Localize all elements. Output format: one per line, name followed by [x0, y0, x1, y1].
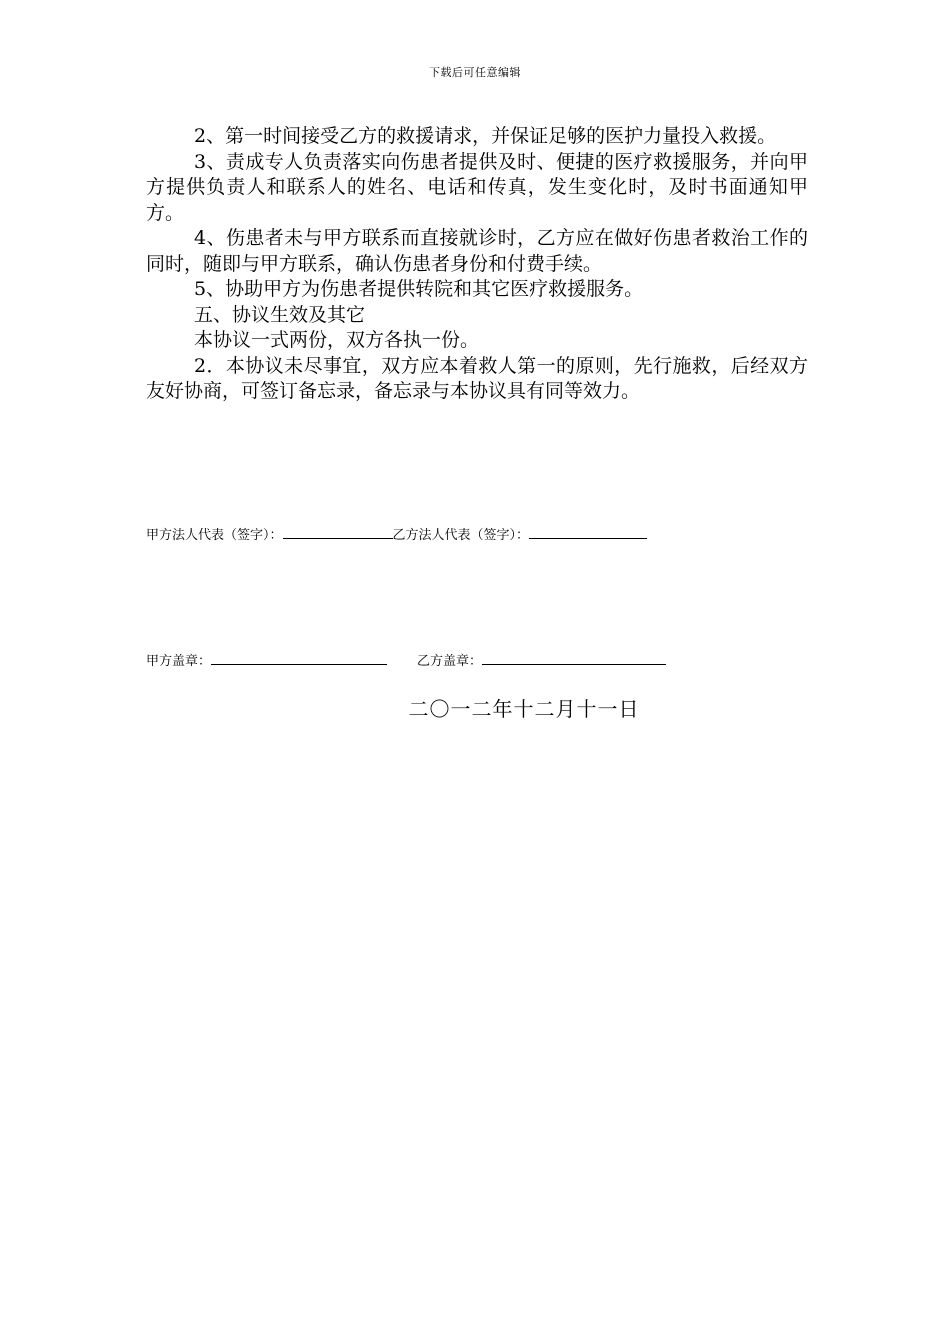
supplement-clause: 2．本协议未尽事宜，双方应本着救人第一的原则，先行施救，后经双方友好协商，可签订备忘录，备忘录与本协议具有同等效力。 [146, 354, 808, 402]
agreement-body [146, 124, 808, 405]
clause-4: 4、伤患者未与甲方联系而直接就诊时，乙方应在做好伤患者救治工作的同时，随即与甲方联系，确认伤患者身份和付费手续。 [146, 227, 808, 275]
representative-signature-row [146, 526, 647, 545]
party-a-rep-signature-line[interactable] [283, 526, 393, 539]
clause-3: 3、责成专人负责落实向伤患者提供及时、便捷的医疗救援服务，并向甲方提供负责人和联系人的姓名、电话和传真，发生变化时，及时书面通知甲方。 [146, 150, 808, 224]
party-b-rep-signature-line[interactable] [529, 526, 647, 539]
signing-date: 二〇一二年十二月十一日 [408, 697, 640, 721]
party-b-rep-label: 乙方法人代表（签字）： [392, 528, 530, 543]
clause-5: 5、协助甲方为伤患者提供转院和其它医疗救援服务。 [194, 278, 644, 300]
clause-2: 2、第一时间接受乙方的救援请求，并保证足够的医护力量投入救援。 [194, 125, 777, 147]
section-heading-effect: 五、协议生效及其它 [194, 303, 366, 326]
party-a-rep-label: 甲方法人代表（签字）： [146, 528, 283, 543]
party-b-seal-label: 乙方盖章： [417, 654, 483, 669]
seal-row [146, 652, 666, 671]
page-header-note: 下载后可任意编辑 [429, 66, 521, 79]
copies-clause: 本协议一式两份，双方各执一份。 [194, 329, 480, 351]
party-a-seal-label: 甲方盖章： [146, 654, 212, 669]
party-b-seal-line[interactable] [482, 652, 666, 665]
party-a-seal-line[interactable] [211, 652, 387, 665]
